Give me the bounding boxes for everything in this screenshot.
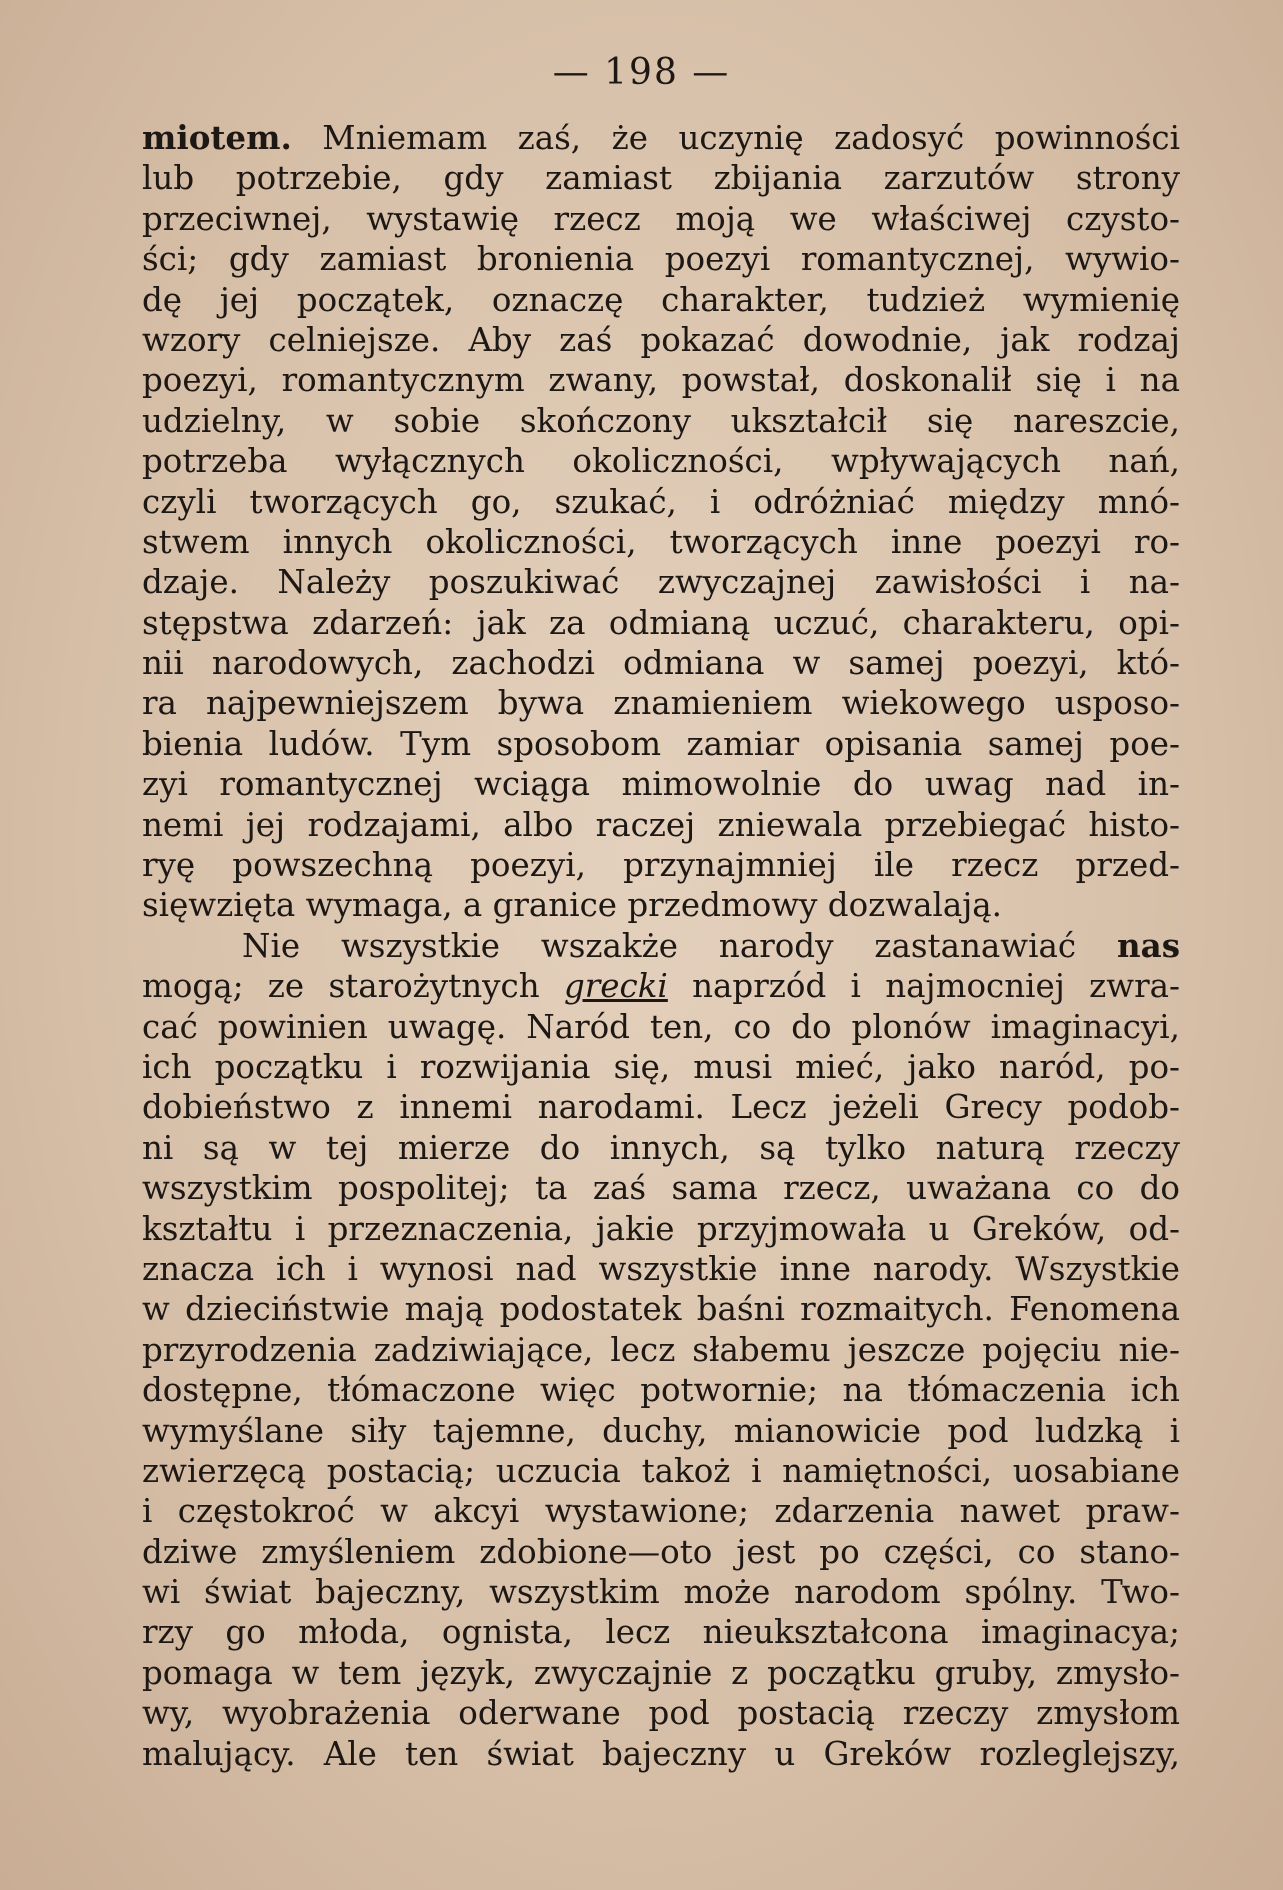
text-line (142, 562, 1180, 602)
text-line (142, 603, 1180, 643)
text-line (142, 441, 1180, 481)
bold-word: miotem. (142, 118, 292, 157)
text-run: przyrodzenia zadziwiające, lecz słabemu jeszcze pojęciu nie- (142, 1330, 1180, 1369)
text-run: ni są w tej mierze do innych, są tylko naturą rzeczy (142, 1128, 1180, 1167)
text-run: znacza ich i wynosi nad wszystkie inne narody. Wszystkie (142, 1249, 1180, 1288)
text-run: pomaga w tem język, zwyczajnie z początku gruby, zmysło- (142, 1653, 1180, 1692)
text-line (142, 643, 1180, 683)
text-run: ra najpewniejszem bywa znamieniem wiekowego usposo- (142, 684, 1180, 723)
text-run: wszystkim pospolitej; ta zaś sama rzecz, uważana co do (142, 1169, 1180, 1208)
text-line (142, 1532, 1180, 1572)
page-number: — 198 — (552, 52, 731, 93)
text-line (142, 1168, 1180, 1208)
text-run: kształtu i przeznaczenia, jakie przyjmowała u Greków, od- (142, 1209, 1180, 1248)
text-run: wymyślane siły tajemne, duchy, mianowicie pod ludzką i (142, 1411, 1180, 1450)
text-line (142, 401, 1180, 441)
text-run: mogą; ze starożytnych (142, 967, 564, 1006)
text-line (142, 320, 1180, 360)
text-line (142, 1572, 1180, 1612)
body-text (142, 118, 1180, 1774)
text-line (142, 1047, 1180, 1087)
text-run: dzaje. Należy poszukiwać zwyczajnej zawisłości i na- (142, 563, 1180, 602)
text-run: dziwe zmyśleniem zdobione—oto jest po części, co stano- (142, 1532, 1180, 1571)
text-line (142, 1451, 1180, 1491)
text-run: wi świat bajeczny, wszystkim może narodom spólny. Two- (142, 1573, 1180, 1612)
text-line (142, 239, 1180, 279)
text-line (142, 522, 1180, 562)
text-run: cać powinien uwagę. Naród ten, co do plonów imaginacyi, (142, 1007, 1180, 1046)
text-line (142, 482, 1180, 522)
text-line (142, 280, 1180, 320)
text-run: Nie wszystkie wszakże narody zastanawiać (242, 926, 1117, 965)
text-run: wy, wyobrażenia oderwane pod postacią rzeczy zmysłom (142, 1694, 1180, 1733)
text-line (142, 1734, 1180, 1774)
text-line (142, 1209, 1180, 1249)
text-run: malujący. Ale ten świat bajeczny u Greków rozleglejszy, (142, 1734, 1180, 1773)
text-run: potrzeba wyłącznych okoliczności, wpływających nań, (142, 442, 1180, 481)
text-line (142, 926, 1180, 966)
text-run: poezyi, romantycznym zwany, powstał, doskonalił się i na (142, 361, 1180, 400)
text-run: stępstwa zdarzeń: jak za odmianą uczuć, charakteru, opi- (142, 603, 1180, 642)
text-line (142, 764, 1180, 804)
text-line (142, 1491, 1180, 1531)
text-run: w dzieciństwie mają podostatek baśni rozmaitych. Fenomena (142, 1290, 1180, 1329)
text-line (142, 1249, 1180, 1289)
text-line (142, 845, 1180, 885)
text-run: ści; gdy zamiast bronienia poezyi romantycznej, wywio- (142, 240, 1180, 279)
text-line (142, 1007, 1180, 1047)
text-line (142, 1330, 1180, 1370)
text-line (142, 158, 1180, 198)
text-run: rzy go młoda, ognista, lecz nieukształcona imaginacya; (142, 1613, 1180, 1652)
text-line (142, 360, 1180, 400)
text-line (142, 1289, 1180, 1329)
text-run: zyi romantycznej wciąga mimowolnie do uwag nad in- (142, 765, 1180, 804)
text-run: stwem innych okoliczności, tworzących inne poezyi ro- (142, 522, 1180, 561)
text-line (142, 1693, 1180, 1733)
text-line (142, 1128, 1180, 1168)
text-run: przeciwnej, wystawię rzecz moją we właściwej czysto- (142, 199, 1180, 238)
text-line (142, 1370, 1180, 1410)
text-run: ich początku i rozwijania się, musi mieć, jako naród, po- (142, 1047, 1180, 1086)
text-run: bienia ludów. Tym sposobom zamiar opisania samej poe- (142, 724, 1180, 763)
text-run: nemi jej rodzajami, albo raczej zniewala przebiegać histo- (142, 805, 1180, 844)
text-run: dę jej początek, oznaczę charakter, tudzież wymienię (142, 280, 1180, 319)
emphasized-word: grecki (563, 967, 668, 1006)
text-run: dobieństwo z innemi narodami. Lecz jeżeli Grecy podob- (142, 1088, 1180, 1127)
text-line (142, 885, 1180, 925)
text-run: i częstokroć w akcyi wystawione; zdarzenia nawet praw- (142, 1492, 1180, 1531)
bold-word: nas (1117, 925, 1180, 965)
text-line (142, 966, 1180, 1006)
text-run: sięwzięta wymaga, a granice przedmowy dozwalają. (142, 886, 1003, 925)
text-run: ryę powszechną poezyi, przynajmniej ile rzecz przed- (142, 846, 1180, 885)
text-run: dostępne, tłómaczone więc potwornie; na tłómaczenia ich (142, 1371, 1180, 1410)
text-run: naprzód i najmocniej zwra- (667, 967, 1180, 1006)
text-run: lub potrzebie, gdy zamiast zbijania zarzutów strony (142, 159, 1180, 198)
text-line (142, 1411, 1180, 1451)
text-run: wzory celniejsze. Aby zaś pokazać dowodnie, jak rodzaj (142, 320, 1180, 359)
text-line (142, 118, 1180, 158)
text-line (142, 199, 1180, 239)
text-run: czyli tworzących go, szukać, i odróżniać między mnó- (142, 482, 1180, 521)
text-run: Mniemam zaś, że uczynię zadosyć powinności (291, 119, 1180, 157)
text-run: nii narodowych, zachodzi odmiana w samej poezyi, któ- (142, 644, 1180, 683)
text-line (142, 805, 1180, 845)
text-line (142, 1612, 1180, 1652)
text-line (142, 724, 1180, 764)
text-line (142, 1087, 1180, 1127)
text-line (142, 683, 1180, 723)
text-line (142, 1653, 1180, 1693)
text-run: zwierzęcą postacią; uczucia takoż i namiętności, uosabiane (142, 1451, 1180, 1490)
text-run: udzielny, w sobie skończony ukształcił się nareszcie, (142, 401, 1180, 440)
